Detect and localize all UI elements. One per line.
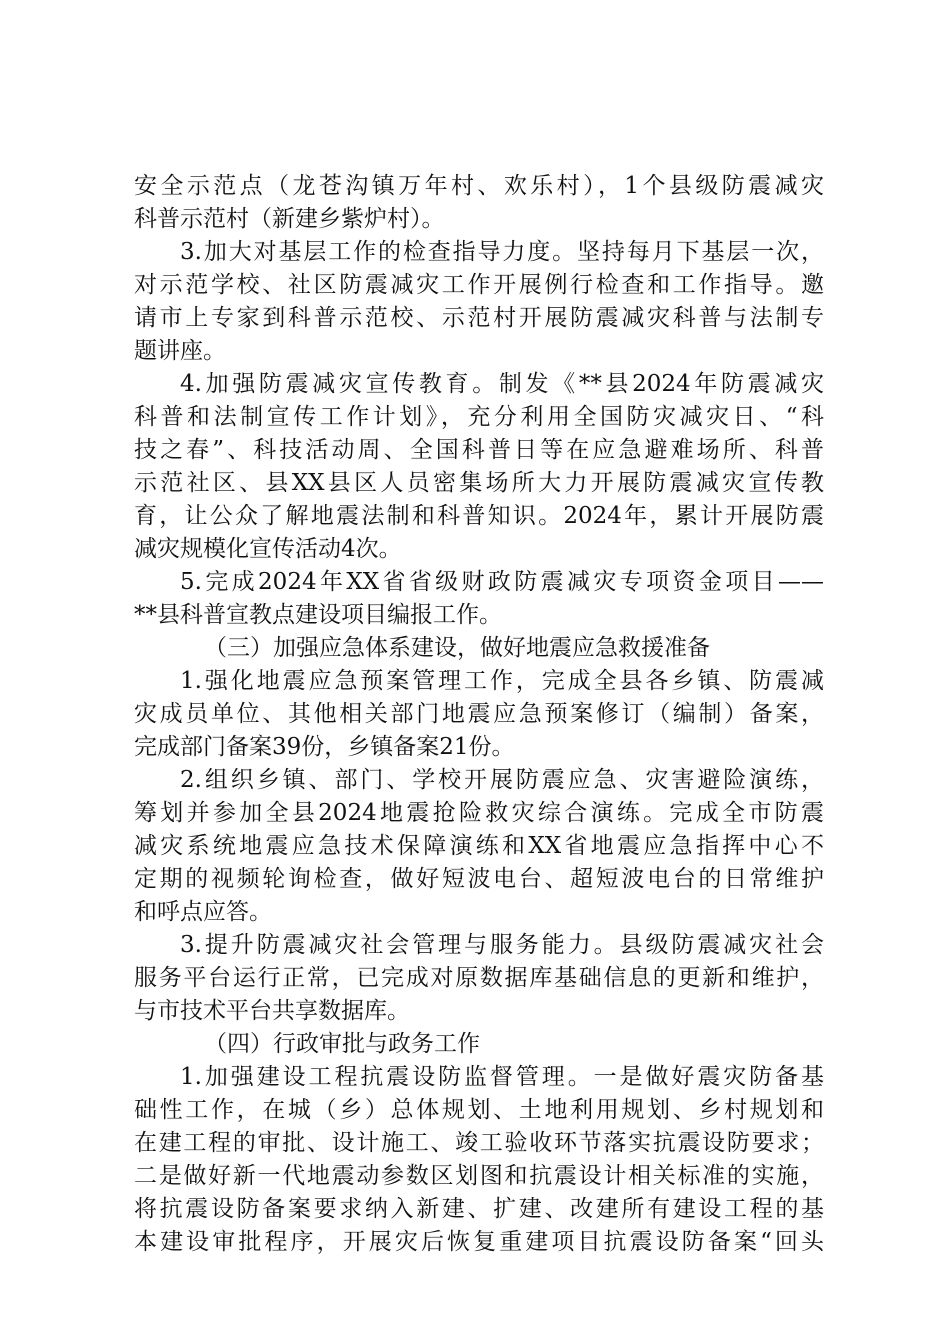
document-line: 完成部门备案39份，乡镇备案21份。 (134, 734, 515, 760)
document-line: 技之春”、科技活动周、全国科普日等在应急避难场所、科普 (134, 437, 824, 463)
document-line: 础性工作，在城（乡）总体规划、土地利用规划、乡村规划和 (134, 1097, 824, 1123)
document-line: 示范社区、县XX县区人员密集场所大力开展防震减灾宣传教 (134, 470, 824, 496)
document-line: （四）行政审批与政务工作 (204, 1031, 480, 1057)
document-line: 安全示范点（龙苍沟镇万年村、欢乐村），1个县级防震减灾 (134, 173, 824, 199)
document-line: 减灾规模化宣传活动4次。 (134, 536, 402, 562)
document-line: 科普示范村（新建乡紫炉村）。 (134, 206, 445, 232)
document-line: 1.加强建设工程抗震设防监督管理。一是做好震灾防备基 (180, 1064, 824, 1090)
document-body (134, 170, 824, 1259)
document-line: 灾成员单位、其他相关部门地震应急预案修订（编制）备案， (134, 701, 824, 727)
document-line: 科普和法制宣传工作计划》，充分利用全国防灾减灾日、“科 (134, 404, 824, 430)
document-line: 请市上专家到科普示范校、示范村开展防震减灾科普与法制专 (134, 305, 824, 331)
document-line: 二是做好新一代地震动参数区划图和抗震设计相关标准的实施， (134, 1163, 824, 1189)
document-line: 题讲座。 (134, 338, 226, 364)
document-line: 与市技术平台共享数据库。 (134, 998, 410, 1024)
document-line: 5.完成2024年XX省省级财政防震减灾专项资金项目—— (180, 569, 824, 595)
document-line: 筹划并参加全县2024地震抢险救灾综合演练。完成全市防震 (134, 800, 824, 826)
document-line: 1.强化地震应急预案管理工作，完成全县各乡镇、防震减 (180, 668, 824, 694)
document-line: 定期的视频轮询检查，做好短波电台、超短波电台的日常维护 (134, 866, 824, 892)
document-line: 3.加大对基层工作的检查指导力度。坚持每月下基层一次， (180, 239, 824, 265)
document-line: 减灾系统地震应急技术保障演练和XX省地震应急指挥中心不 (134, 833, 824, 859)
document-line: 服务平台运行正常，已完成对原数据库基础信息的更新和维护， (134, 965, 824, 991)
document-line: 育，让公众了解地震法制和科普知识。2024年，累计开展防震 (134, 503, 824, 529)
document-line: **县科普宣教点建设项目编报工作。 (134, 602, 502, 628)
document-line: （三）加强应急体系建设，做好地震应急救援准备 (204, 635, 710, 661)
document-line: 和呼点应答。 (134, 899, 272, 925)
document-line: 2.组织乡镇、部门、学校开展防震应急、灾害避险演练， (180, 767, 824, 793)
document-line: 对示范学校、社区防震减灾工作开展例行检查和工作指导。邀 (134, 272, 824, 298)
document-line: 4.加强防震减灾宣传教育。制发《**县2024年防震减灾 (180, 371, 824, 397)
document-line: 本建设审批程序，开展灾后恢复重建项目抗震设防备案“回头 (134, 1229, 824, 1255)
document-line: 3.提升防震减灾社会管理与服务能力。县级防震减灾社会 (180, 932, 824, 958)
document-line: 将抗震设防备案要求纳入新建、扩建、改建所有建设工程的基 (134, 1196, 824, 1222)
document-line: 在建工程的审批、设计施工、竣工验收环节落实抗震设防要求； (134, 1130, 824, 1156)
